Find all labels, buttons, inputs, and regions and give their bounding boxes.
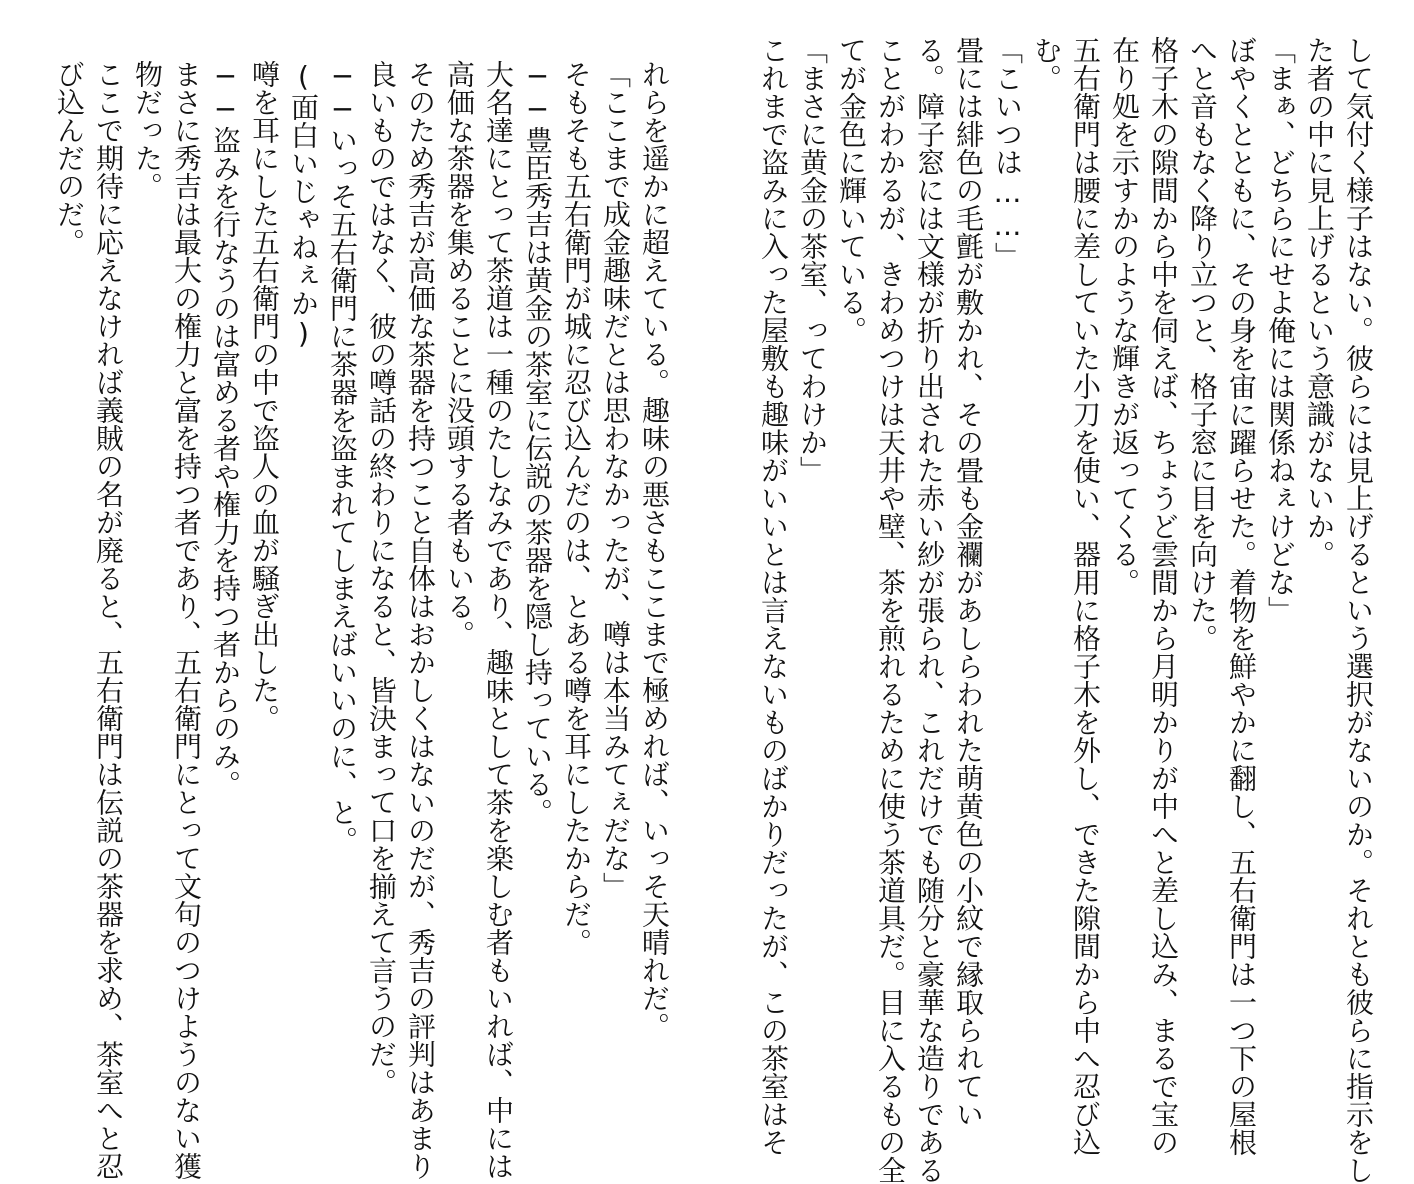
- text-line: 物だった。: [131, 60, 164, 200]
- text-line: 「まぁ、どちらにせよ俺には関係ねぇけどな」: [1264, 36, 1297, 624]
- text-line: た者の中に見上げるという意識がないか。: [1303, 36, 1336, 568]
- text-line: てが金色に輝いている。: [835, 36, 868, 344]
- text-line: 畳には緋色の毛氈が敷かれ、その畳も金襴があしらわれた萌黄色の小紋で縁取られてい: [952, 36, 985, 1128]
- text-line: 噂を耳にした五右衛門の中で盗人の血が騒ぎ出した。: [248, 60, 281, 732]
- text-line: 良いものではなく、彼の噂話の終わりになると、皆決まって口を揃えて言うのだ。: [365, 60, 398, 1096]
- text-line: び込んだのだ。: [53, 60, 86, 256]
- text-line: ──盗みを行なうのは富める者や権力を持つ者からのみ。: [209, 60, 242, 798]
- text-line: して気付く様子はない。彼らには見上げるという選択がないのか。それとも彼らに指示をし: [1342, 36, 1375, 1184]
- upper-text-block: [754, 36, 1378, 1184]
- text-line: ──いっそ五右衛門に茶器を盗まれてしまえばいいのに、と。: [326, 60, 359, 854]
- text-line: 五右衛門は腰に差していた小刀を使い、器用に格子木を外し、できた隙間から中へ忍び込: [1069, 36, 1102, 1156]
- text-line: 「ここまで成金趣味だとは思わなかったが、噂は本当みてぇだな」: [599, 60, 632, 900]
- text-line: (面白いじゃねぇか): [287, 60, 320, 350]
- text-line: そのため秀吉が高価な茶器を持つこと自体はおかしくはないのだが、秀吉の評判はあまり: [404, 60, 437, 1180]
- text-line: 「まさに黄金の茶室、ってわけか」: [796, 36, 829, 484]
- text-line: ここで期待に応えなければ義賊の名が廃ると、五右衛門は伝説の茶器を求め、茶室へと忍: [92, 60, 125, 1180]
- text-line: ぼやくとともに、その身を宙に躍らせた。着物を鮮やかに翻し、五右衛門は一つ下の屋根: [1225, 36, 1258, 1156]
- text-line: 「こいつは……」: [991, 36, 1024, 270]
- text-line: ──豊臣秀吉は黄金の茶室に伝説の茶器を隠し持っている。: [521, 60, 554, 826]
- text-line: 大名達にとって茶道は一種のたしなみであり、趣味として茶を楽しむ者もいれば、中には: [482, 60, 515, 1180]
- text-line: ことがわかるが、きわめつけは天井や壁、茶を煎れるために使う茶道具だ。目に入るもの全: [874, 36, 907, 1184]
- lower-text-block: [50, 60, 674, 1180]
- text-line: 在り処を示すかのような輝きが返ってくる。: [1108, 36, 1141, 596]
- text-line: る。障子窓には文様が折り出された赤い紗が張られ、これだけでも随分と豪華な造りである: [913, 36, 946, 1184]
- text-line: そもそも五右衛門が城に忍び込んだのは、とある噂を耳にしたからだ。: [560, 60, 593, 956]
- text-line: れらを遥かに超えている。趣味の悪さもここまで極めれば、いっそ天晴れだ。: [638, 60, 671, 1040]
- text-line: これまで盗みに入った屋敷も趣味がいいとは言えないものばかりだったが、この茶室はそ: [757, 36, 790, 1156]
- text-line: まさに秀吉は最大の権力と富を持つ者であり、五右衛門にとって文句のつけようのない獲: [170, 60, 203, 1180]
- text-line: 高価な茶器を集めることに没頭する者もいる。: [443, 60, 476, 648]
- text-line: へと音もなく降り立つと、格子窓に目を向けた。: [1186, 36, 1219, 652]
- text-line: む。: [1030, 36, 1063, 92]
- text-line: 格子木の隙間から中を伺えば、ちょうど雲間から月明かりが中へと差し込み、まるで宝の: [1147, 36, 1180, 1156]
